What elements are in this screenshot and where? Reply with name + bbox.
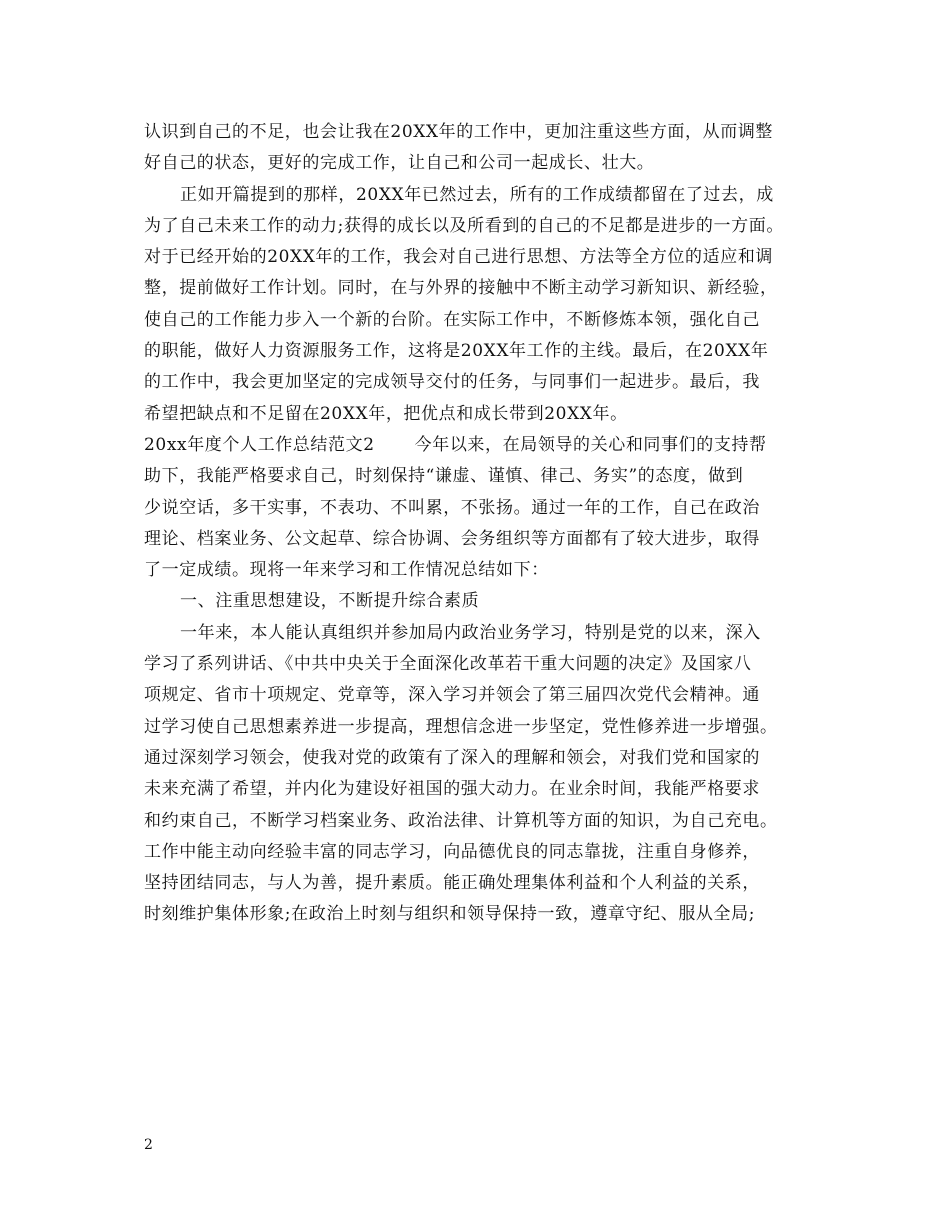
text-line: 的职能，做好人力资源服务工作，这将是20XX年工作的主线。最后，在20XX年 <box>144 341 769 362</box>
text-line: 整，提前做好工作计划。同时，在与外界的接触中不断主动学习新知识、新经验， <box>144 278 778 299</box>
text-line: 少说空话，多干实事，不表功、不叫累，不张扬。通过一年的工作，自己在政治 <box>144 497 760 518</box>
document-body <box>144 117 809 931</box>
text-line: 为了自己未来工作的动力;获得的成长以及所看到的自己的不足都是进步的一方面。 <box>144 215 784 236</box>
text-line: 理论、档案业务、公文起草、综合协调、会务组织等方面都有了较大进步，取得 <box>144 528 760 549</box>
section-heading: 一、注重思想建设，不断提升综合素质 <box>180 591 480 612</box>
text-line: 和约束自己，不断学习档案业务、政治法律、计算机等方面的知识，为自己充电。 <box>144 810 778 831</box>
text-line: 认识到自己的不足，也会让我在20XX年的工作中，更加注重这些方面，从而调整 <box>144 122 774 142</box>
text-line: 过学习使自己思想素养进一步提高，理想信念进一步坚定，党性修养进一步增强。 <box>144 716 778 737</box>
article-heading-line <box>144 430 809 461</box>
page-number: 2 <box>144 1137 153 1153</box>
text-line: 项规定、省市十项规定、党章等，深入学习并领会了第三届四次党代会精神。通 <box>144 685 760 706</box>
text-line: 学习了系列讲话、《中共中央关于全面深化改革若干重大问题的决定》及国家八 <box>144 654 752 675</box>
text-line: 希望把缺点和不足留在20XX年，把优点和成长带到20XX年。 <box>144 403 628 424</box>
text-line: 坚持团结同志，与人为善，提升素质。能正确处理集体利益和个人利益的关系， <box>144 873 760 894</box>
text-line: 好自己的状态，更好的完成工作，让自己和公司一起成长、壮大。 <box>144 153 655 174</box>
text-line: 未来充满了希望，并内化为建设好祖国的强大动力。在业余时间，我能严格要求 <box>144 779 760 800</box>
text-line: 对于已经开始的20XX年的工作，我会对自己进行思想、方法等全方位的适应和调 <box>144 247 774 268</box>
text-line: 工作中能主动向经验丰富的同志学习，向品德优良的同志靠拢，注重自身修养， <box>144 841 760 862</box>
text-line: 通过深刻学习领会，使我对党的政策有了深入的理解和领会，对我们党和国家的 <box>144 747 760 768</box>
text-line: 的工作中，我会更加坚定的完成领导交付的任务，与同事们一起进步。最后，我 <box>144 372 760 393</box>
article-first-text: 今年以来，在局领导的关心和同事们的支持帮 <box>414 434 767 455</box>
text-line: 助下，我能严格要求自己，时刻保持“谦虚、谨慎、律己、务实”的态度，做到 <box>144 466 744 487</box>
text-line: 了一定成绩。现将一年来学习和工作情况总结如下： <box>144 560 549 581</box>
text-line: 使自己的工作能力步入一个新的台阶。在实际工作中，不断修炼本领，强化自己 <box>144 309 760 330</box>
text-line: 时刻维护集体形象;在政治上时刻与组织和领导保持一致，遵章守纪、服从全局; <box>144 904 756 925</box>
paragraph-start-line: 正如开篇提到的那样，20XX年已然过去，所有的工作成绩都留在了过去，成 <box>180 184 774 205</box>
article-title: 20xx年度个人工作总结范文2 <box>144 434 375 455</box>
paragraph-start-line: 一年来，本人能认真组织并参加局内政治业务学习，特别是党的以来，深入 <box>180 622 761 643</box>
